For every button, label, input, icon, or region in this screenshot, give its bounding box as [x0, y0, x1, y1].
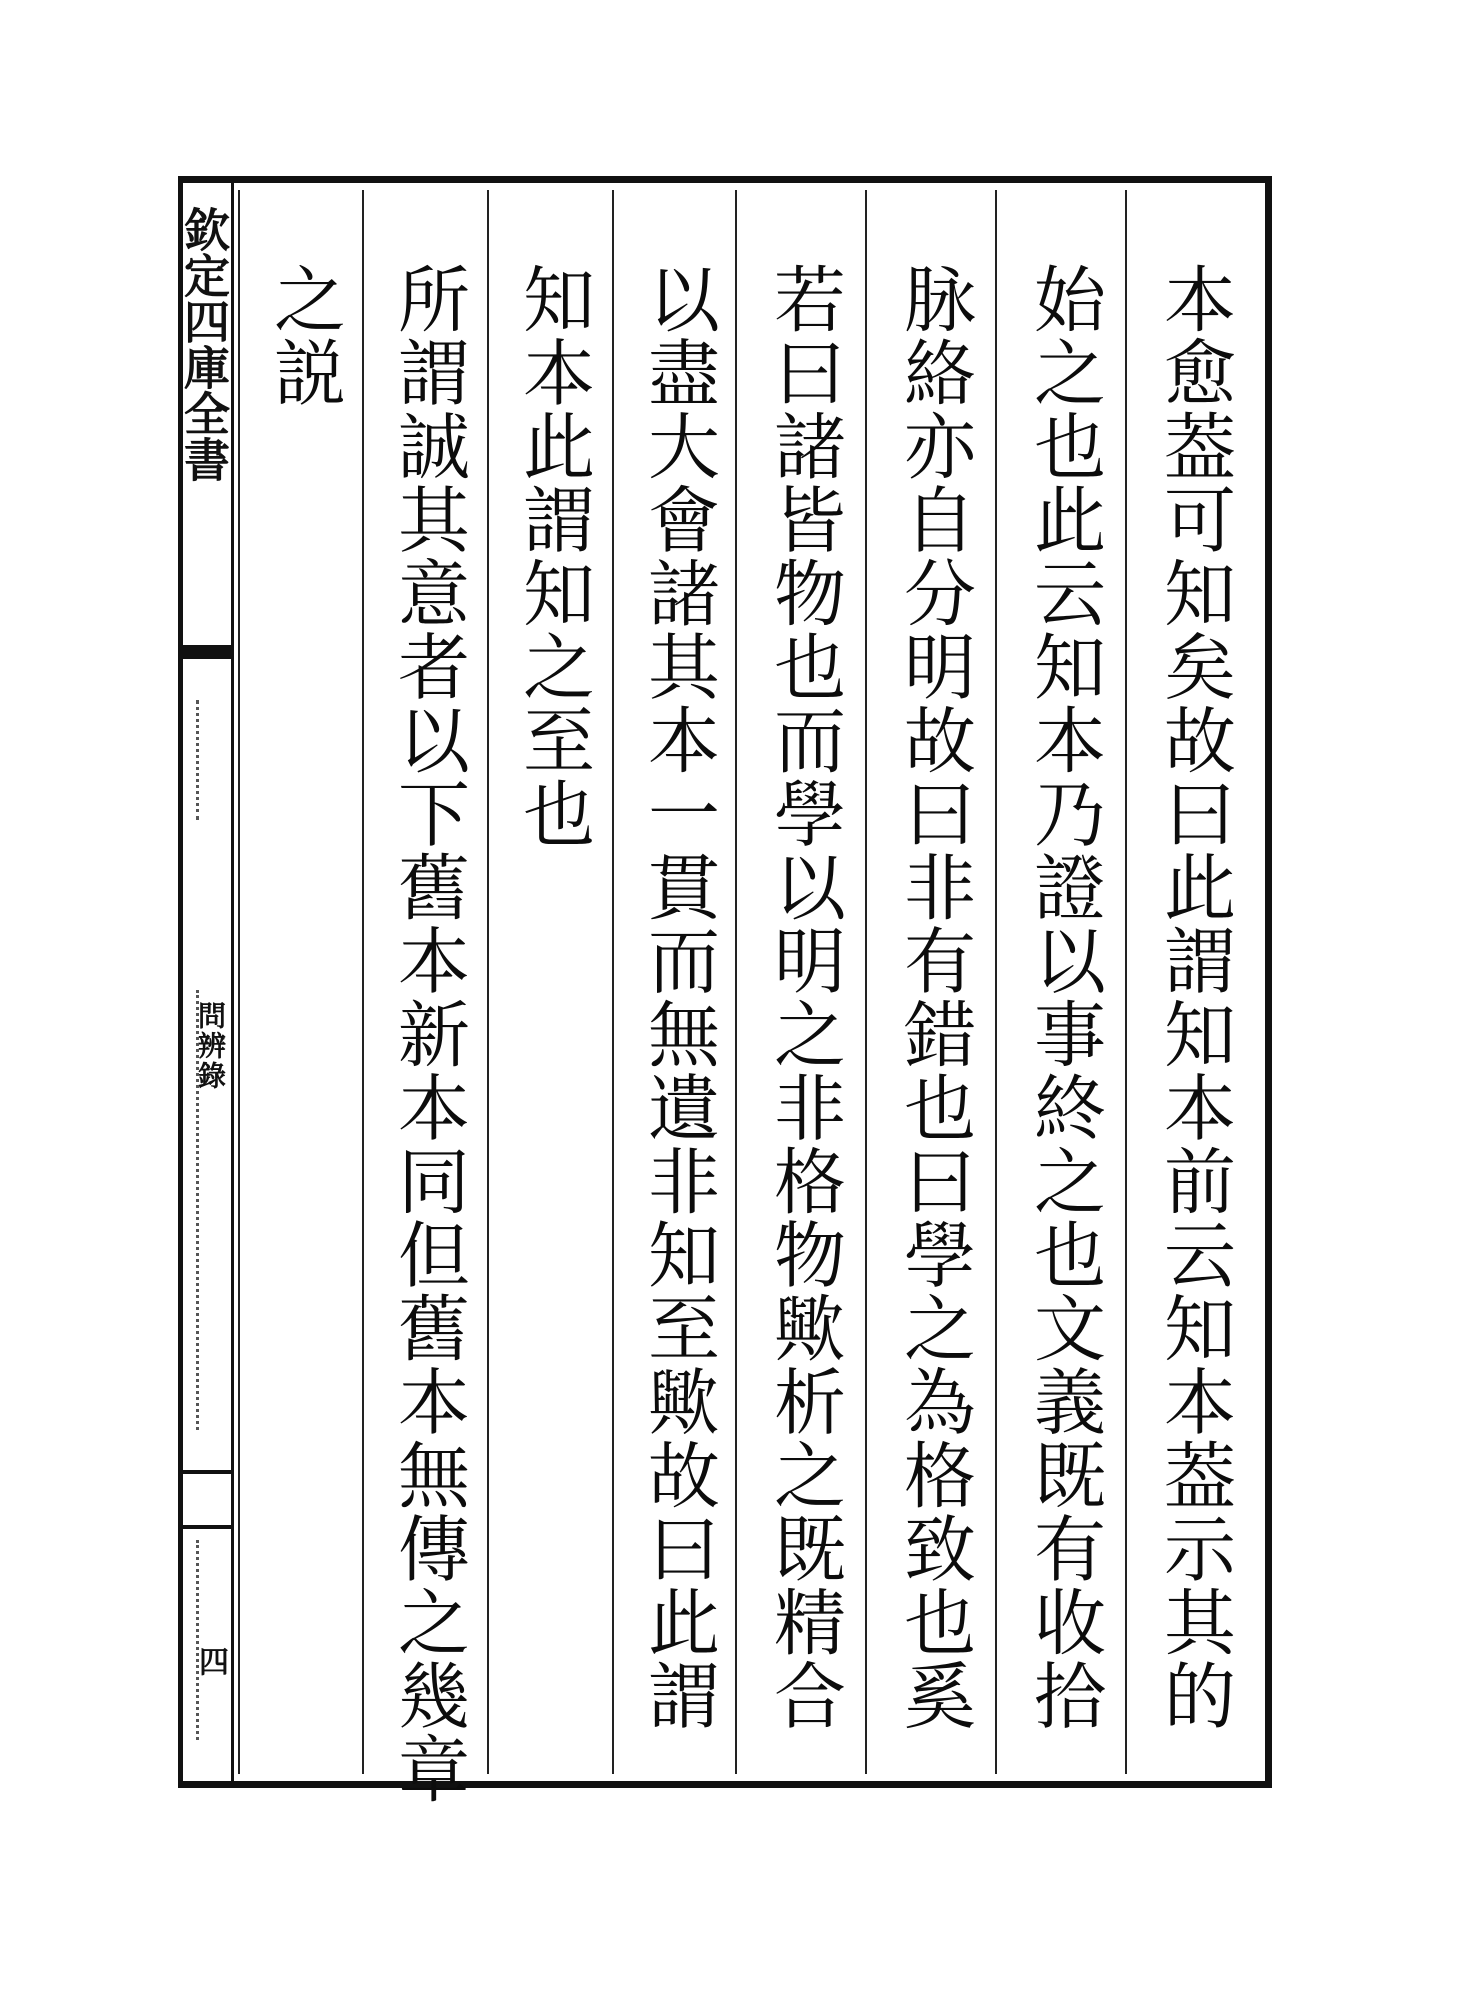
- fishtail-mark: [180, 645, 232, 659]
- column-divider: [238, 190, 240, 1774]
- column-divider: [487, 190, 489, 1774]
- column-divider: [362, 190, 364, 1774]
- margin-dots: [196, 700, 203, 820]
- page-rule-bottom: [180, 1525, 232, 1529]
- text-column-5: 以盡大會諸其本一貫而無遺非知至歟故曰此謂: [636, 262, 720, 1732]
- text-column-7: 所謂誠其意者以下舊本新本同但舊本無傳之幾章: [386, 262, 470, 1806]
- collection-title: 欽定四庫全書: [177, 206, 231, 482]
- column-divider: [612, 190, 614, 1774]
- text-column-3: 脉絡亦自分明故曰非有錯也曰學之為格致也奚: [892, 262, 976, 1732]
- text-column-6: 知本此謂知之至也: [511, 262, 595, 850]
- column-divider: [1125, 190, 1127, 1774]
- text-column-2: 始之也此云知本乃證以事終之也文義既有收拾: [1022, 262, 1106, 1732]
- book-title: 問辨錄: [194, 1001, 227, 1091]
- text-column-1: 本愈葢可知矣故曰此謂知本前云知本葢示其的: [1152, 262, 1236, 1732]
- margin-strip: [178, 176, 234, 1788]
- column-divider: [865, 190, 867, 1774]
- margin-dots: [196, 1540, 203, 1740]
- page-rule-top: [180, 1470, 232, 1474]
- margin-dots: [196, 990, 203, 1430]
- text-column-8: 之説: [262, 262, 346, 409]
- column-divider: [995, 190, 997, 1774]
- text-column-4: 若曰諸皆物也而學以明之非格物歟析之既精合: [762, 262, 846, 1732]
- column-divider: [735, 190, 737, 1774]
- page-number: 四: [193, 1646, 228, 1676]
